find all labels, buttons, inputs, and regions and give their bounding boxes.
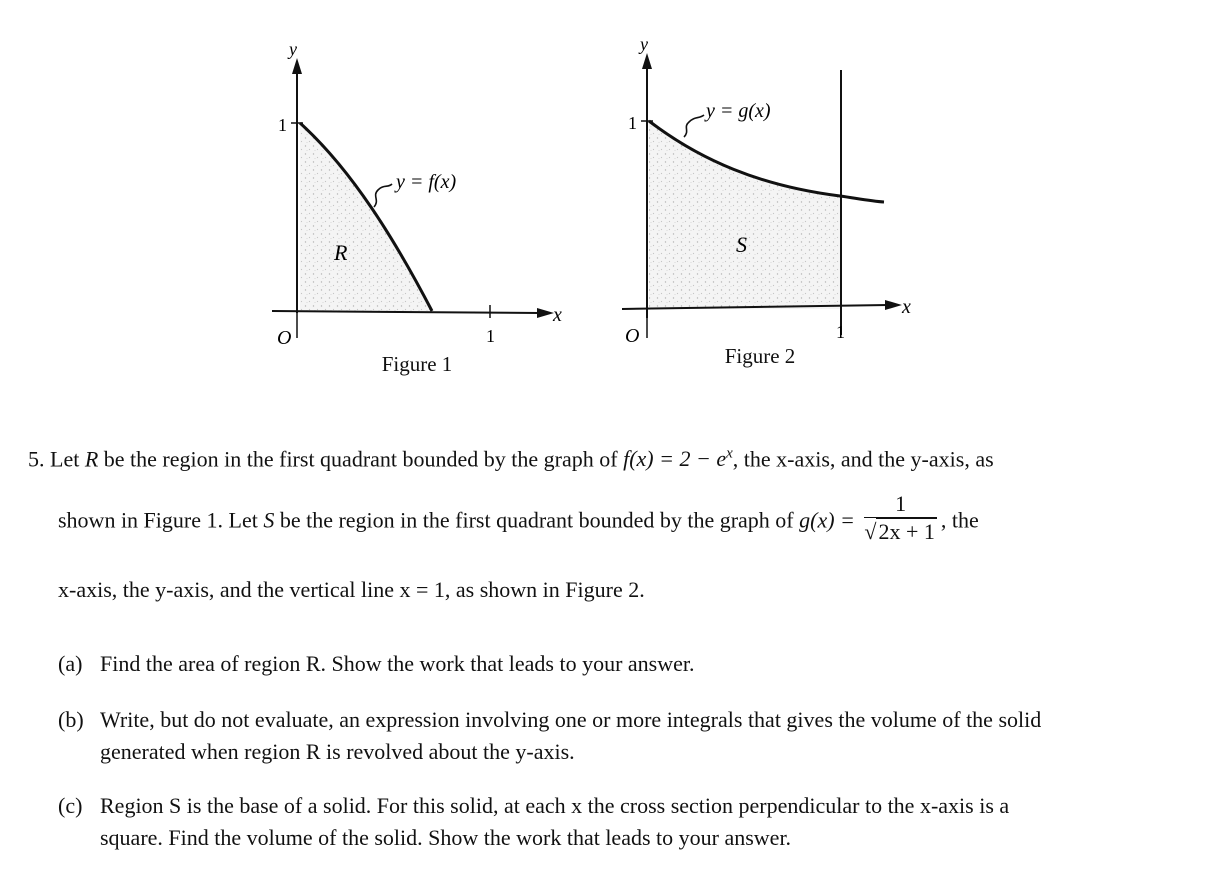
figures-svg [0, 0, 1212, 400]
x-axis-label: x [902, 296, 911, 318]
intro-line-1 [28, 440, 994, 473]
part-text: square. Find the volume of the solid. Show the work that leads to your answer. [100, 825, 792, 850]
x-axis [272, 311, 540, 313]
x-tick-label: 1 [836, 322, 845, 342]
label-leader [374, 184, 392, 207]
region-s-ref: S [263, 507, 275, 533]
figure-1 [272, 39, 562, 349]
origin-label: O [625, 325, 640, 347]
text: , the [940, 507, 979, 533]
f-exponent: x [726, 446, 733, 462]
g-fraction [864, 491, 937, 546]
x-axis-arrow [885, 300, 902, 310]
problem-number: 5. [28, 446, 45, 472]
part-label: (c) [58, 793, 83, 818]
y-axis-label: y [289, 39, 297, 59]
y-tick-label: 1 [278, 115, 287, 135]
part-text: Write, but do not evaluate, an expression involving one or more integrals that gives the volume of the solid [100, 707, 1042, 732]
g-lhs: g(x) = [799, 507, 855, 533]
sqrt-symbol: √2x + 1 [864, 519, 935, 544]
y-tick-label: 1 [628, 113, 637, 133]
text: x-axis, the y-axis, and the vertical line x = 1, as shown in Figure 2. [58, 577, 645, 602]
intro-line-3 [58, 576, 645, 604]
text: shown in Figure 1. Let [58, 507, 258, 533]
region-r-shading [300, 123, 432, 311]
text: be the region in the first quadrant bounded by the graph of [279, 507, 794, 533]
x-tick-label: 1 [486, 326, 495, 346]
curve-label: y = f(x) [396, 171, 457, 193]
figure-2-caption: Figure 2 [724, 344, 796, 368]
y-axis-arrow [642, 53, 652, 69]
text: be the region in the first quadrant bounded by the graph of [103, 446, 618, 472]
figure-2 [622, 34, 911, 347]
text: , the x-axis, and the y-axis, as [732, 446, 994, 472]
g-denominator: 2x + 1 [878, 519, 935, 544]
part-label: (a) [58, 651, 83, 676]
part-text: generated when region R is revolved about the y-axis. [100, 739, 575, 764]
x-axis-arrow [537, 308, 554, 318]
figure-1-caption: Figure 1 [381, 352, 453, 376]
figures-area [0, 0, 1212, 400]
text: Let [50, 446, 80, 472]
region-r-ref: R [84, 446, 99, 472]
curve-label: y = g(x) [706, 100, 771, 122]
region-s-shading [649, 121, 840, 309]
y-axis-arrow [292, 58, 302, 74]
label-leader [684, 115, 704, 137]
region-label: S [736, 232, 747, 257]
region-label: R [334, 240, 348, 265]
part-text: Find the area of region R. Show the work that leads to your answer. [100, 651, 695, 676]
origin-label: O [277, 327, 292, 349]
g-numerator: 1 [864, 491, 937, 518]
intro-line-2 [58, 491, 979, 550]
f-expression: f(x) = 2 − e [623, 446, 727, 472]
y-axis-label: y [640, 34, 648, 54]
part-text: Region S is the base of a solid. For this solid, at each x the cross section perpendicular to the x-axis is a [100, 793, 1010, 818]
x-axis-label: x [553, 304, 562, 326]
part-label: (b) [58, 707, 84, 732]
